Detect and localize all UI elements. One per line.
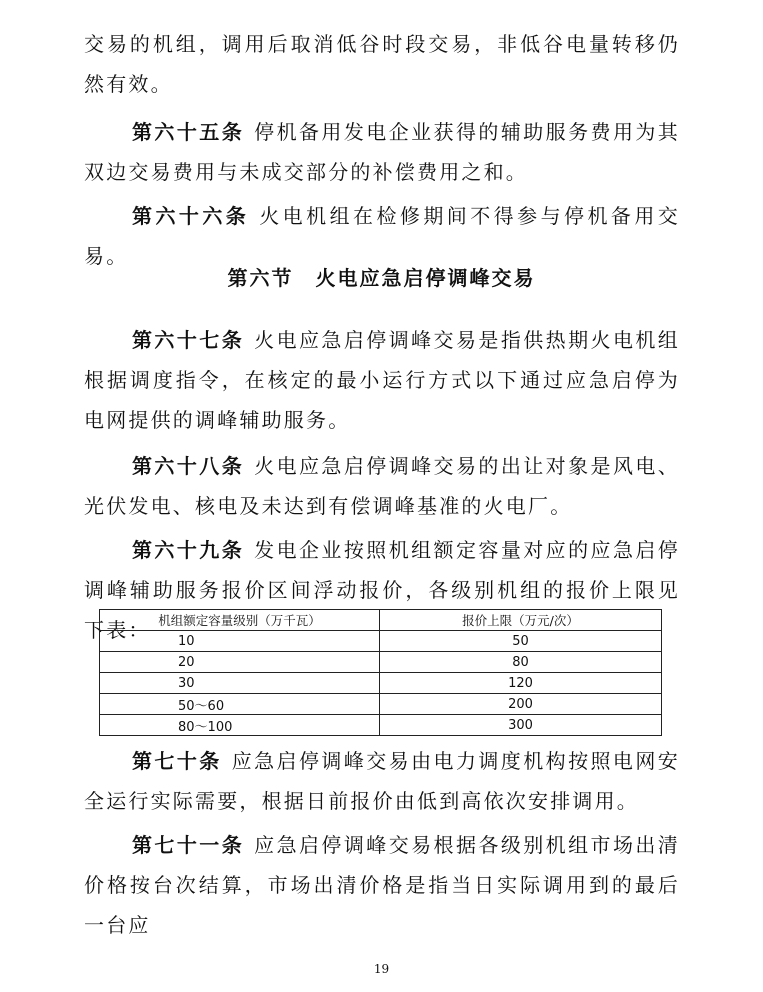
article-text: 应急启停调峰交易根据各级别机组市场出清价格按台次结算，市场出清价格是指当日实际调用到的最后一台应 [84, 833, 681, 937]
paragraph-continuation [84, 24, 680, 104]
article-71 [84, 825, 680, 945]
price-cap-table [99, 609, 662, 736]
table-row [100, 652, 662, 673]
table-row [100, 673, 662, 694]
table-header-capacity: 机组额定容量级别（万千瓦） [100, 610, 380, 631]
page-number: 19 [373, 962, 390, 976]
article-text: 火电应急启停调峰交易是指供热期火电机组根据调度指令，在核定的最小运行方式以下通过应急启停为电网提供的调峰辅助服务。 [84, 328, 681, 432]
article-text: 应急启停调峰交易由电力调度机构按照电网安全运行实际需要，根据日前报价由低到高依次安排调用。 [84, 749, 680, 813]
table-header-price-cap: 报价上限（万元/次） [380, 610, 662, 631]
table-cell-capacity: 10 [100, 631, 380, 652]
article-number: 第七十条 [132, 749, 222, 773]
table-cell-price: 300 [380, 715, 662, 736]
table-cell-capacity: 20 [100, 652, 380, 673]
table-header-row [100, 610, 662, 631]
article-number: 第六十七条 [132, 328, 245, 352]
article-68 [84, 446, 680, 526]
article-number: 第六十六条 [132, 204, 250, 228]
table-cell-capacity: 50～60 [100, 694, 380, 715]
article-67 [84, 320, 680, 440]
table-cell-price: 120 [380, 673, 662, 694]
article-number: 第六十五条 [132, 120, 245, 144]
table-cell-capacity: 80～100 [100, 715, 380, 736]
table-row [100, 631, 662, 652]
table-cell-price: 50 [380, 631, 662, 652]
article-text: 发电企业按照机组额定容量对应的应急启停调峰辅助服务报价区间浮动报价，各级别机组的报价上限见下表： [84, 538, 681, 642]
section-number: 第六节 [227, 266, 294, 290]
article-text: 火电机组在检修期间不得参与停机备用交易。 [84, 204, 680, 268]
table-cell-capacity: 30 [100, 673, 380, 694]
paragraph-text: 交易的机组，调用后取消低谷时段交易，非低谷电量转移仍然有效。 [84, 32, 680, 96]
section-heading [0, 258, 763, 298]
article-70 [84, 741, 680, 821]
table-row [100, 694, 662, 715]
table-cell-price: 80 [380, 652, 662, 673]
table-cell-price: 200 [380, 694, 662, 715]
article-text: 火电应急启停调峰交易的出让对象是风电、光伏发电、核电及未达到有偿调峰基准的火电厂。 [84, 454, 681, 518]
table-row [100, 715, 662, 736]
section-title-text: 火电应急启停调峰交易 [315, 266, 536, 290]
article-number: 第六十九条 [132, 538, 245, 562]
article-number: 第七十一条 [132, 833, 245, 857]
article-65 [84, 112, 680, 192]
article-number: 第六十八条 [132, 454, 245, 478]
article-text: 停机备用发电企业获得的辅助服务费用为其双边交易费用与未成交部分的补偿费用之和。 [84, 120, 681, 184]
